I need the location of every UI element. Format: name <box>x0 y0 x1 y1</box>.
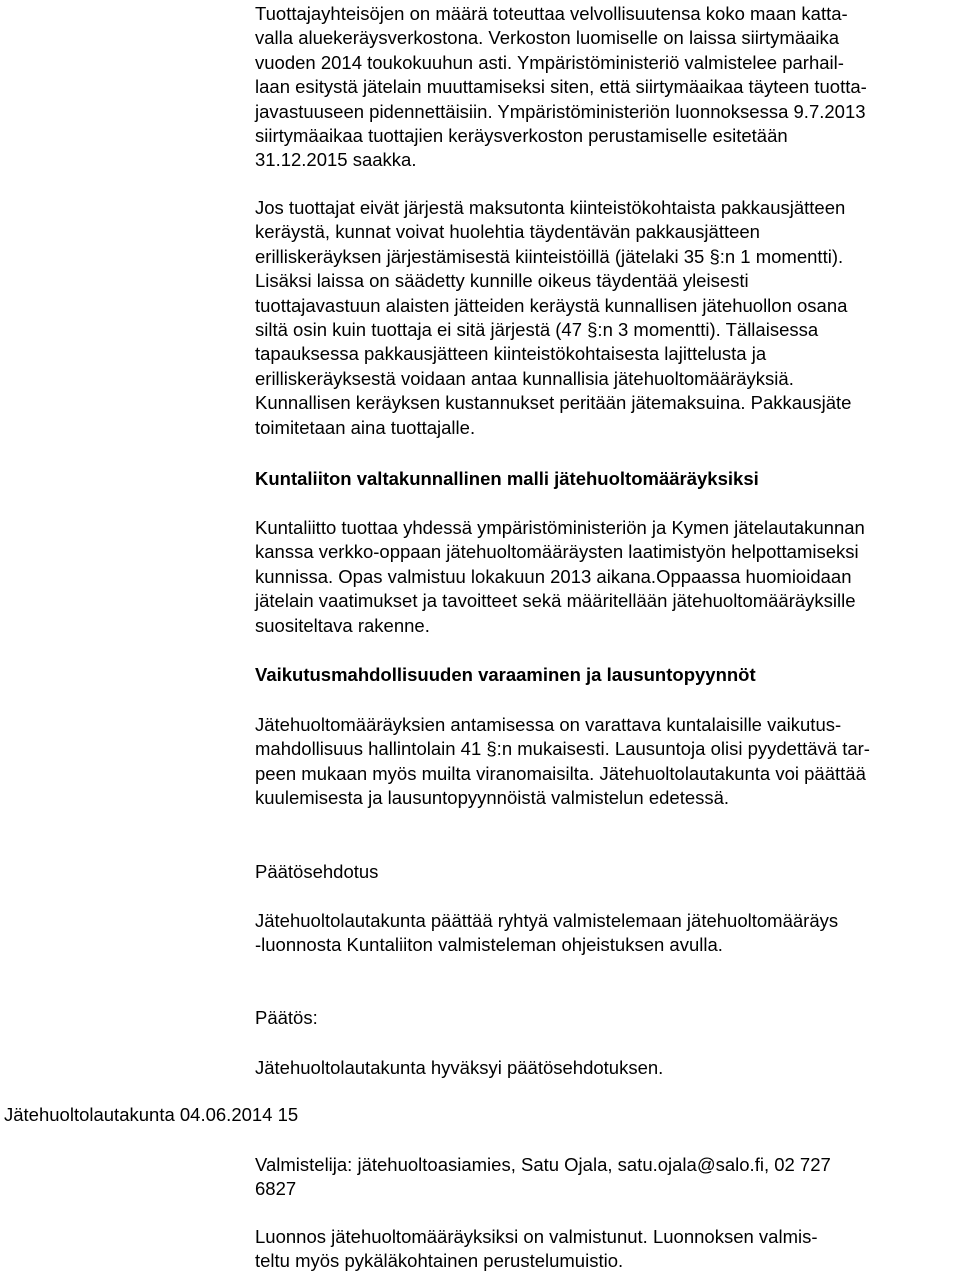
text-line: Kuntaliitto tuottaa yhdessä ympäristöministeriön ja Kymen jätelautakunnan <box>255 517 865 538</box>
draft-note <box>255 1225 955 1274</box>
decision-label: Päätös: <box>255 1007 318 1028</box>
text-line: toimitetaan aina tuottajalle. <box>255 416 476 438</box>
text-line: Valmistelija: jätehuoltoasiamies, Satu Ojala, satu.ojala@salo.fi, 02 727 <box>255 1154 831 1175</box>
intro-paragraph <box>255 2 955 173</box>
meeting-reference: Jätehuoltolautakunta 04.06.2014 15 <box>4 1104 299 1125</box>
text-line: valla aluekeräysverkostona. Verkoston luomiselle on laissa siirtymäaika <box>255 27 840 49</box>
text-line: mahdollisuus hallintolain 41 §:n mukaisesti. Lausuntoja olisi pyydettävä tar- <box>255 738 870 760</box>
text-line: tapauksessa pakkausjätteen kiinteistökohtaisesta lajittelusta ja <box>255 343 767 365</box>
text-line: Kunnallisen keräyksen kustannukset peritään jätemaksuina. Pakkausjäte <box>255 392 852 414</box>
text-line: keräystä, kunnat voivat huolehtia täydentävän pakkausjätteen <box>255 221 760 243</box>
text-line: teltu myös pykäläkohtainen perustelumuistio. <box>255 1250 624 1272</box>
text-line: siirtymäaikaa tuottajien keräysverkoston perustamiselle esitetään <box>255 125 788 147</box>
text-line: Luonnos jätehuoltomääräyksiksi on valmistunut. Luonnoksen valmis- <box>255 1226 818 1247</box>
text-line: kanssa verkko-oppaan jätehuoltomääräysten laatimistyön helpottamiseksi <box>255 541 859 563</box>
text-line: laan esitystä jätelain muuttamiseksi siten, että siirtymäaikaa täyteen tuotta- <box>255 76 867 98</box>
text-line: vuoden 2014 toukokuuhun asti. Ympäristöministeriö valmistelee parhail- <box>255 51 844 73</box>
text-line: kunnissa. Opas valmistuu lokakuun 2013 aikana.Oppaassa huomioidaan <box>255 565 852 587</box>
text-line: siltä osin kuin tuottaja ei sitä järjestä (47 §:n 3 momentti). Tällaisessa <box>255 319 819 341</box>
text-line: kuulemisesta ja lausuntopyynnöistä valmistelun edetessä. <box>255 787 730 809</box>
text-line: jätelain vaatimukset ja tavoitteet sekä määritellään jätehuoltomääräyksille <box>255 590 856 612</box>
preparer-info <box>255 1153 955 1202</box>
text-line: suositeltava rakenne. <box>255 614 430 636</box>
kuntaliitto-paragraph <box>255 516 955 638</box>
text-line: Tuottajayhteisöjen on määrä toteuttaa velvollisuutensa koko maan katta- <box>255 3 848 24</box>
text-line: 6827 <box>255 1178 297 1200</box>
text-line: Jos tuottajat eivät järjestä maksutonta kiinteistökohtaista pakkausjätteen <box>255 197 846 218</box>
decision-text: Jätehuoltolautakunta hyväksyi päätösehdotuksen. <box>255 1057 664 1078</box>
proposal-label: Päätösehdotus <box>255 861 379 882</box>
packaging-waste-paragraph <box>255 196 955 440</box>
text-line: erilliskeräyksen järjestämisestä kiinteistöillä (jätelaki 35 §:n 1 momentti). <box>255 245 844 267</box>
influence-paragraph <box>255 713 955 811</box>
text-line: tuottajavastuun alaisten jätteiden keräystä kunnallisen jätehuollon osana <box>255 294 848 316</box>
text-line: javastuuseen pidennettäisiin. Ympäristöministeriön luonnoksessa 9.7.2013 <box>255 100 866 122</box>
text-line: -luonnosta Kuntaliiton valmisteleman ohjeistuksen avulla. <box>255 934 723 956</box>
text-line: Jätehuoltolautakunta päättää ryhtyä valmistelemaan jätehuoltomääräys <box>255 910 839 931</box>
text-line: Lisäksi laissa on säädetty kunnille oikeus täydentää yleisesti <box>255 270 749 292</box>
section-heading-kuntaliitto: Kuntaliiton valtakunnallinen malli jätehuoltomääräyksiksi <box>255 468 759 489</box>
text-line: erilliskeräyksestä voidaan antaa kunnallisia jätehuoltomääräyksiä. <box>255 367 794 389</box>
text-line: 31.12.2015 saakka. <box>255 149 417 171</box>
text-line: peen mukaan myös muilta viranomaisilta. Jätehuoltolautakunta voi päättää <box>255 762 866 784</box>
section-heading-influence: Vaikutusmahdollisuuden varaaminen ja lausuntopyynnöt <box>255 664 756 685</box>
proposal-text <box>255 909 955 958</box>
text-line: Jätehuoltomääräyksien antamisessa on varattava kuntalaisille vaikutus- <box>255 714 842 735</box>
